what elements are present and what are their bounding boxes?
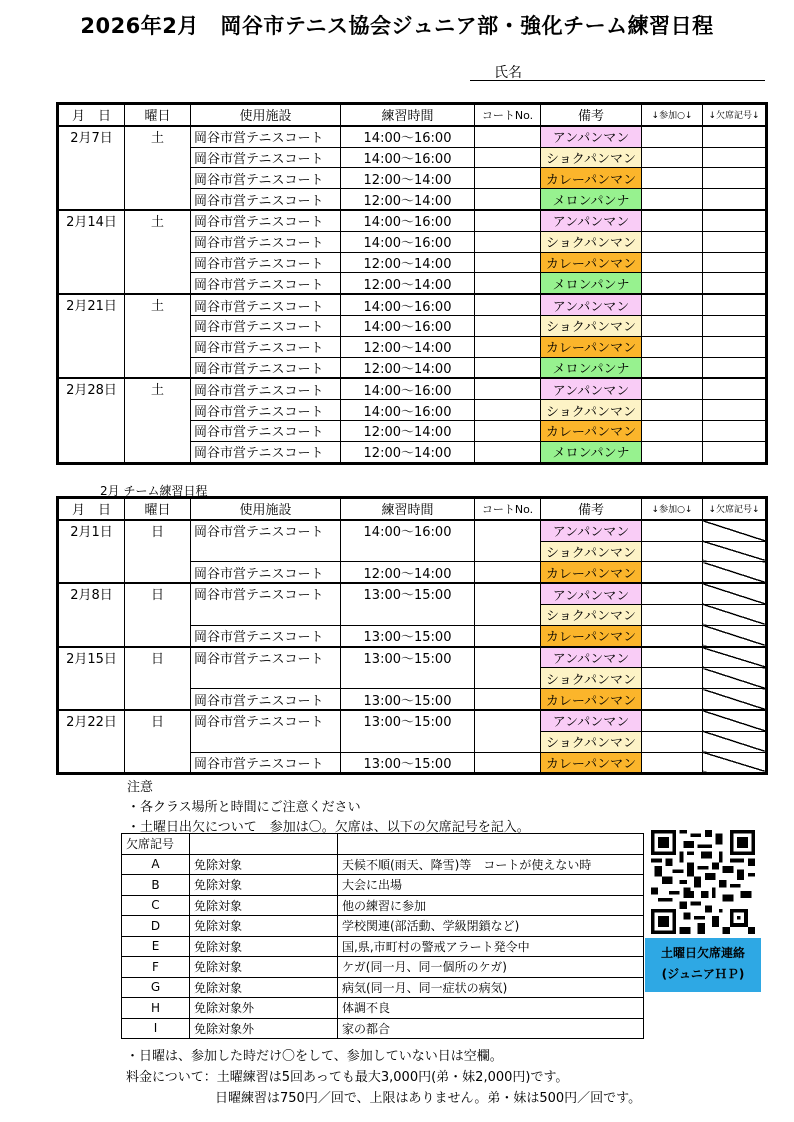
notes-line-1: ・各クラス場所と時間にご注意ください bbox=[127, 800, 361, 815]
dow-cell: 日 bbox=[125, 647, 191, 710]
time-cell: 14:00～16:00 bbox=[341, 147, 475, 168]
court-cell[interactable] bbox=[475, 420, 541, 441]
time-cell: 14:00～16:00 bbox=[341, 210, 475, 231]
attend-cell[interactable] bbox=[642, 168, 703, 189]
absence-code-table bbox=[121, 833, 644, 1039]
absent-code-cell[interactable] bbox=[703, 252, 766, 273]
class-badge: カレーパンマン bbox=[541, 625, 642, 646]
col-facility: 使用施設 bbox=[191, 499, 341, 520]
facility-cell: 岡谷市営テニスコート bbox=[191, 336, 341, 357]
facility-cell: 岡谷市営テニスコート bbox=[191, 315, 341, 336]
court-cell[interactable] bbox=[475, 710, 541, 752]
qr-caption-2: (ジュニアＨＰ) bbox=[661, 967, 745, 981]
absence-contact-link[interactable] bbox=[645, 938, 761, 992]
absence-reason: 天候不順(雨天、降雪)等 コートが使えない時 bbox=[338, 854, 644, 875]
attend-cell[interactable] bbox=[642, 315, 703, 336]
saturday-schedule-table bbox=[58, 104, 766, 463]
attend-cell[interactable] bbox=[642, 294, 703, 315]
notes-line-2: ・土曜日出欠について 参加は〇。欠席は、以下の欠席記号を記入。 bbox=[127, 820, 530, 835]
facility-cell: 岡谷市営テニスコート bbox=[191, 231, 341, 252]
absence-row bbox=[122, 977, 644, 998]
date-cell: 2月8日 bbox=[59, 583, 125, 646]
absence-header: 欠席記号 bbox=[122, 834, 190, 855]
absence-reason: 学校関連(部活動、学級閉鎖など) bbox=[338, 916, 644, 937]
footer-line-2: 料金について：土曜練習は5回あっても最大3,000円(弟・妹2,000円)です。 bbox=[126, 1070, 569, 1085]
court-cell[interactable] bbox=[475, 147, 541, 168]
col-absent: ↓欠席記号↓ bbox=[703, 105, 766, 126]
absent-code-cell[interactable] bbox=[703, 357, 766, 378]
court-cell[interactable] bbox=[475, 210, 541, 231]
table-row bbox=[59, 710, 766, 731]
time-cell: 14:00～16:00 bbox=[341, 294, 475, 315]
time-cell: 12:00～14:00 bbox=[341, 189, 475, 210]
absence-reason: 他の練習に参加 bbox=[338, 895, 644, 916]
absence-code: H bbox=[122, 998, 190, 1019]
absent-code-cell bbox=[703, 710, 766, 731]
table-row bbox=[59, 294, 766, 315]
court-cell[interactable] bbox=[475, 315, 541, 336]
absence-type: 免除対象 bbox=[190, 875, 338, 896]
absent-code-cell[interactable] bbox=[703, 126, 766, 147]
class-badge: アンパンマン bbox=[541, 210, 642, 231]
absence-code: A bbox=[122, 854, 190, 875]
attend-cell[interactable] bbox=[642, 752, 703, 773]
absence-row bbox=[122, 957, 644, 978]
absence-row bbox=[122, 875, 644, 896]
time-cell: 14:00～16:00 bbox=[341, 378, 475, 399]
class-badge: アンパンマン bbox=[541, 583, 642, 604]
absent-code-cell[interactable] bbox=[703, 168, 766, 189]
time-cell: 12:00～14:00 bbox=[341, 168, 475, 189]
absence-type: 免除対象外 bbox=[190, 998, 338, 1019]
time-cell: 12:00～14:00 bbox=[341, 420, 475, 441]
facility-cell: 岡谷市営テニスコート bbox=[191, 252, 341, 273]
attend-cell[interactable] bbox=[642, 357, 703, 378]
absence-reason: 家の都合 bbox=[338, 1018, 644, 1039]
table-row bbox=[59, 647, 766, 668]
absence-type: 免除対象 bbox=[190, 916, 338, 937]
class-badge: アンパンマン bbox=[541, 520, 642, 541]
table-header-row bbox=[59, 105, 766, 126]
absence-type: 免除対象 bbox=[190, 854, 338, 875]
absence-reason: 国,県,市町村の警戒アラート発令中 bbox=[338, 936, 644, 957]
footer-line-1: ・日曜は、参加した時だけ〇をして、参加していない日は空欄。 bbox=[126, 1049, 503, 1064]
court-cell[interactable] bbox=[475, 168, 541, 189]
time-cell: 13:00～15:00 bbox=[341, 689, 475, 710]
absent-code-cell bbox=[703, 541, 766, 562]
class-badge: メロンパンナ bbox=[541, 273, 642, 294]
sunday-schedule-table bbox=[58, 498, 766, 773]
time-cell: 14:00～16:00 bbox=[341, 126, 475, 147]
court-cell[interactable] bbox=[475, 625, 541, 646]
absence-reason: ケガ(同一月、同一個所のケガ) bbox=[338, 957, 644, 978]
absent-code-cell bbox=[703, 647, 766, 668]
qr-caption-1: 土曜日欠席連絡 bbox=[660, 946, 745, 960]
facility-cell: 岡谷市営テニスコート bbox=[191, 210, 341, 231]
absence-code: B bbox=[122, 875, 190, 896]
attend-cell[interactable] bbox=[642, 689, 703, 710]
class-badge: アンパンマン bbox=[541, 294, 642, 315]
court-cell[interactable] bbox=[475, 336, 541, 357]
class-badge: メロンパンナ bbox=[541, 357, 642, 378]
absent-code-cell[interactable] bbox=[703, 273, 766, 294]
court-cell[interactable] bbox=[475, 252, 541, 273]
class-badge: アンパンマン bbox=[541, 126, 642, 147]
time-cell: 12:00～14:00 bbox=[341, 336, 475, 357]
name-label: 氏名 bbox=[494, 65, 522, 81]
class-badge: ショクパンマン bbox=[541, 668, 642, 689]
class-badge: ショクパンマン bbox=[541, 400, 642, 421]
attend-cell[interactable] bbox=[642, 378, 703, 399]
absence-reason: 体調不良 bbox=[338, 998, 644, 1019]
absence-reason: 病気(同一月、同一症状の病気) bbox=[338, 977, 644, 998]
absence-row bbox=[122, 998, 644, 1019]
attend-cell[interactable] bbox=[642, 710, 703, 731]
court-cell[interactable] bbox=[475, 689, 541, 710]
attend-cell[interactable] bbox=[642, 583, 703, 604]
attend-cell[interactable] bbox=[642, 231, 703, 252]
dow-cell: 土 bbox=[125, 378, 191, 462]
absence-reason: 大会に出場 bbox=[338, 875, 644, 896]
col-time: 練習時間 bbox=[341, 499, 475, 520]
facility-cell: 岡谷市営テニスコート bbox=[191, 400, 341, 421]
absence-row bbox=[122, 854, 644, 875]
sunday-subtitle: 2月 チーム練習日程 bbox=[100, 484, 208, 498]
facility-cell: 岡谷市営テニスコート bbox=[191, 441, 341, 462]
absence-code: D bbox=[122, 916, 190, 937]
attend-cell[interactable] bbox=[642, 210, 703, 231]
facility-cell: 岡谷市営テニスコート bbox=[191, 625, 341, 646]
attend-cell[interactable] bbox=[642, 252, 703, 273]
class-badge: ショクパンマン bbox=[541, 231, 642, 252]
col-dow: 曜日 bbox=[125, 499, 191, 520]
class-badge: アンパンマン bbox=[541, 710, 642, 731]
date-cell: 2月14日 bbox=[59, 210, 125, 294]
time-cell: 14:00～16:00 bbox=[341, 315, 475, 336]
absent-code-cell bbox=[703, 689, 766, 710]
absence-row bbox=[122, 1018, 644, 1039]
court-cell[interactable] bbox=[475, 647, 541, 689]
col-court: コートNo. bbox=[475, 499, 541, 520]
table-row bbox=[59, 126, 766, 147]
absent-code-cell[interactable] bbox=[703, 147, 766, 168]
absence-code: I bbox=[122, 1018, 190, 1039]
facility-cell: 岡谷市営テニスコート bbox=[191, 378, 341, 399]
attend-cell[interactable] bbox=[642, 731, 703, 752]
absent-code-cell[interactable] bbox=[703, 336, 766, 357]
attend-cell[interactable] bbox=[642, 562, 703, 583]
absent-code-cell[interactable] bbox=[703, 210, 766, 231]
col-time: 練習時間 bbox=[341, 105, 475, 126]
class-badge: ショクパンマン bbox=[541, 315, 642, 336]
absent-code-cell[interactable] bbox=[703, 378, 766, 399]
absent-code-cell bbox=[703, 604, 766, 625]
attend-cell[interactable] bbox=[642, 625, 703, 646]
absence-code: G bbox=[122, 977, 190, 998]
class-badge: ショクパンマン bbox=[541, 147, 642, 168]
time-cell: 14:00～16:00 bbox=[341, 520, 475, 562]
time-cell: 12:00～14:00 bbox=[341, 357, 475, 378]
time-cell: 12:00～14:00 bbox=[341, 562, 475, 583]
class-badge: ショクパンマン bbox=[541, 604, 642, 625]
class-badge: カレーパンマン bbox=[541, 168, 642, 189]
facility-cell: 岡谷市営テニスコート bbox=[191, 420, 341, 441]
absence-type: 免除対象 bbox=[190, 936, 338, 957]
absent-code-cell bbox=[703, 583, 766, 604]
date-cell: 2月1日 bbox=[59, 520, 125, 583]
col-attend: ↓参加○↓ bbox=[642, 105, 703, 126]
court-cell[interactable] bbox=[475, 562, 541, 583]
dow-cell: 土 bbox=[125, 126, 191, 210]
court-cell[interactable] bbox=[475, 126, 541, 147]
class-badge: カレーパンマン bbox=[541, 420, 642, 441]
col-court: コートNo. bbox=[475, 105, 541, 126]
absence-code: F bbox=[122, 957, 190, 978]
time-cell: 13:00～15:00 bbox=[341, 752, 475, 773]
notes-heading: 注意 bbox=[127, 780, 154, 795]
facility-cell: 岡谷市営テニスコート bbox=[191, 520, 341, 562]
col-facility: 使用施設 bbox=[191, 105, 341, 126]
absence-type: 免除対象外 bbox=[190, 1018, 338, 1039]
time-cell: 14:00～16:00 bbox=[341, 400, 475, 421]
class-badge: ショクパンマン bbox=[541, 731, 642, 752]
court-cell[interactable] bbox=[475, 752, 541, 773]
dow-cell: 日 bbox=[125, 583, 191, 646]
attend-cell[interactable] bbox=[642, 126, 703, 147]
class-badge: カレーパンマン bbox=[541, 336, 642, 357]
date-cell: 2月21日 bbox=[59, 294, 125, 378]
footer-line-3: 日曜練習は750円／回で、上限はありません。弟・妹は500円／回です。 bbox=[215, 1091, 642, 1106]
class-badge: カレーパンマン bbox=[541, 252, 642, 273]
time-cell: 13:00～15:00 bbox=[341, 710, 475, 752]
col-dow: 曜日 bbox=[125, 105, 191, 126]
table-row bbox=[59, 378, 766, 399]
time-cell: 14:00～16:00 bbox=[341, 231, 475, 252]
attend-cell[interactable] bbox=[642, 400, 703, 421]
page-title: 2026年2月 岡谷市テニス協会ジュニア部・強化チーム練習日程 bbox=[80, 14, 714, 38]
class-badge: ショクパンマン bbox=[541, 541, 642, 562]
name-field[interactable] bbox=[470, 60, 765, 81]
absent-code-cell bbox=[703, 562, 766, 583]
attend-cell[interactable] bbox=[642, 668, 703, 689]
facility-cell: 岡谷市営テニスコート bbox=[191, 689, 341, 710]
absent-code-cell[interactable] bbox=[703, 189, 766, 210]
attend-cell[interactable] bbox=[642, 604, 703, 625]
absent-code-cell[interactable] bbox=[703, 441, 766, 462]
facility-cell: 岡谷市営テニスコート bbox=[191, 357, 341, 378]
col-attend: ↓参加○↓ bbox=[642, 499, 703, 520]
facility-cell: 岡谷市営テニスコート bbox=[191, 562, 341, 583]
time-cell: 12:00～14:00 bbox=[341, 441, 475, 462]
class-badge: アンパンマン bbox=[541, 378, 642, 399]
absent-code-cell bbox=[703, 668, 766, 689]
court-cell[interactable] bbox=[475, 400, 541, 421]
absence-code: C bbox=[122, 895, 190, 916]
dow-cell: 土 bbox=[125, 294, 191, 378]
qr-code[interactable] bbox=[647, 830, 759, 934]
facility-cell: 岡谷市営テニスコート bbox=[191, 583, 341, 625]
absent-code-cell bbox=[703, 520, 766, 541]
absent-code-cell[interactable] bbox=[703, 315, 766, 336]
date-cell: 2月7日 bbox=[59, 126, 125, 210]
attend-cell[interactable] bbox=[642, 336, 703, 357]
absence-type: 免除対象 bbox=[190, 957, 338, 978]
time-cell: 13:00～15:00 bbox=[341, 583, 475, 625]
absence-row bbox=[122, 936, 644, 957]
class-badge: カレーパンマン bbox=[541, 689, 642, 710]
court-cell[interactable] bbox=[475, 231, 541, 252]
class-badge: アンパンマン bbox=[541, 647, 642, 668]
date-cell: 2月22日 bbox=[59, 710, 125, 773]
court-cell[interactable] bbox=[475, 357, 541, 378]
attend-cell[interactable] bbox=[642, 273, 703, 294]
time-cell: 13:00～15:00 bbox=[341, 647, 475, 689]
dow-cell: 日 bbox=[125, 710, 191, 773]
absence-type: 免除対象 bbox=[190, 895, 338, 916]
absence-code: E bbox=[122, 936, 190, 957]
court-cell[interactable] bbox=[475, 520, 541, 562]
dow-cell: 土 bbox=[125, 210, 191, 294]
attend-cell[interactable] bbox=[642, 541, 703, 562]
facility-cell: 岡谷市営テニスコート bbox=[191, 126, 341, 147]
date-cell: 2月15日 bbox=[59, 647, 125, 710]
time-cell: 12:00～14:00 bbox=[341, 252, 475, 273]
col-remarks: 備考 bbox=[541, 499, 642, 520]
court-cell[interactable] bbox=[475, 294, 541, 315]
time-cell: 12:00～14:00 bbox=[341, 273, 475, 294]
attend-cell[interactable] bbox=[642, 420, 703, 441]
col-date: 月 日 bbox=[59, 499, 125, 520]
absent-code-cell[interactable] bbox=[703, 231, 766, 252]
absence-row bbox=[122, 895, 644, 916]
table-header-row bbox=[59, 499, 766, 520]
dow-cell: 日 bbox=[125, 520, 191, 583]
class-badge: メロンパンナ bbox=[541, 189, 642, 210]
court-cell[interactable] bbox=[475, 378, 541, 399]
table-row bbox=[59, 520, 766, 541]
facility-cell: 岡谷市営テニスコート bbox=[191, 710, 341, 752]
absence-header-row bbox=[122, 834, 644, 855]
absence-type: 免除対象 bbox=[190, 977, 338, 998]
attend-cell[interactable] bbox=[642, 441, 703, 462]
absent-code-cell bbox=[703, 731, 766, 752]
court-cell[interactable] bbox=[475, 441, 541, 462]
attend-cell[interactable] bbox=[642, 147, 703, 168]
attend-cell[interactable] bbox=[642, 647, 703, 668]
absent-code-cell[interactable] bbox=[703, 420, 766, 441]
facility-cell: 岡谷市営テニスコート bbox=[191, 147, 341, 168]
class-badge: カレーパンマン bbox=[541, 752, 642, 773]
col-absent: ↓欠席記号↓ bbox=[703, 499, 766, 520]
date-cell: 2月28日 bbox=[59, 378, 125, 462]
facility-cell: 岡谷市営テニスコート bbox=[191, 168, 341, 189]
table-row bbox=[59, 583, 766, 604]
attend-cell[interactable] bbox=[642, 520, 703, 541]
absent-code-cell[interactable] bbox=[703, 294, 766, 315]
attend-cell[interactable] bbox=[642, 189, 703, 210]
absence-row bbox=[122, 916, 644, 937]
facility-cell: 岡谷市営テニスコート bbox=[191, 294, 341, 315]
facility-cell: 岡谷市営テニスコート bbox=[191, 273, 341, 294]
court-cell[interactable] bbox=[475, 273, 541, 294]
facility-cell: 岡谷市営テニスコート bbox=[191, 647, 341, 689]
facility-cell: 岡谷市営テニスコート bbox=[191, 189, 341, 210]
absent-code-cell bbox=[703, 625, 766, 646]
absent-code-cell bbox=[703, 752, 766, 773]
table-row bbox=[59, 210, 766, 231]
col-date: 月 日 bbox=[59, 105, 125, 126]
col-remarks: 備考 bbox=[541, 105, 642, 126]
facility-cell: 岡谷市営テニスコート bbox=[191, 752, 341, 773]
absent-code-cell[interactable] bbox=[703, 400, 766, 421]
class-badge: メロンパンナ bbox=[541, 441, 642, 462]
class-badge: カレーパンマン bbox=[541, 562, 642, 583]
court-cell[interactable] bbox=[475, 583, 541, 625]
court-cell[interactable] bbox=[475, 189, 541, 210]
time-cell: 13:00～15:00 bbox=[341, 625, 475, 646]
